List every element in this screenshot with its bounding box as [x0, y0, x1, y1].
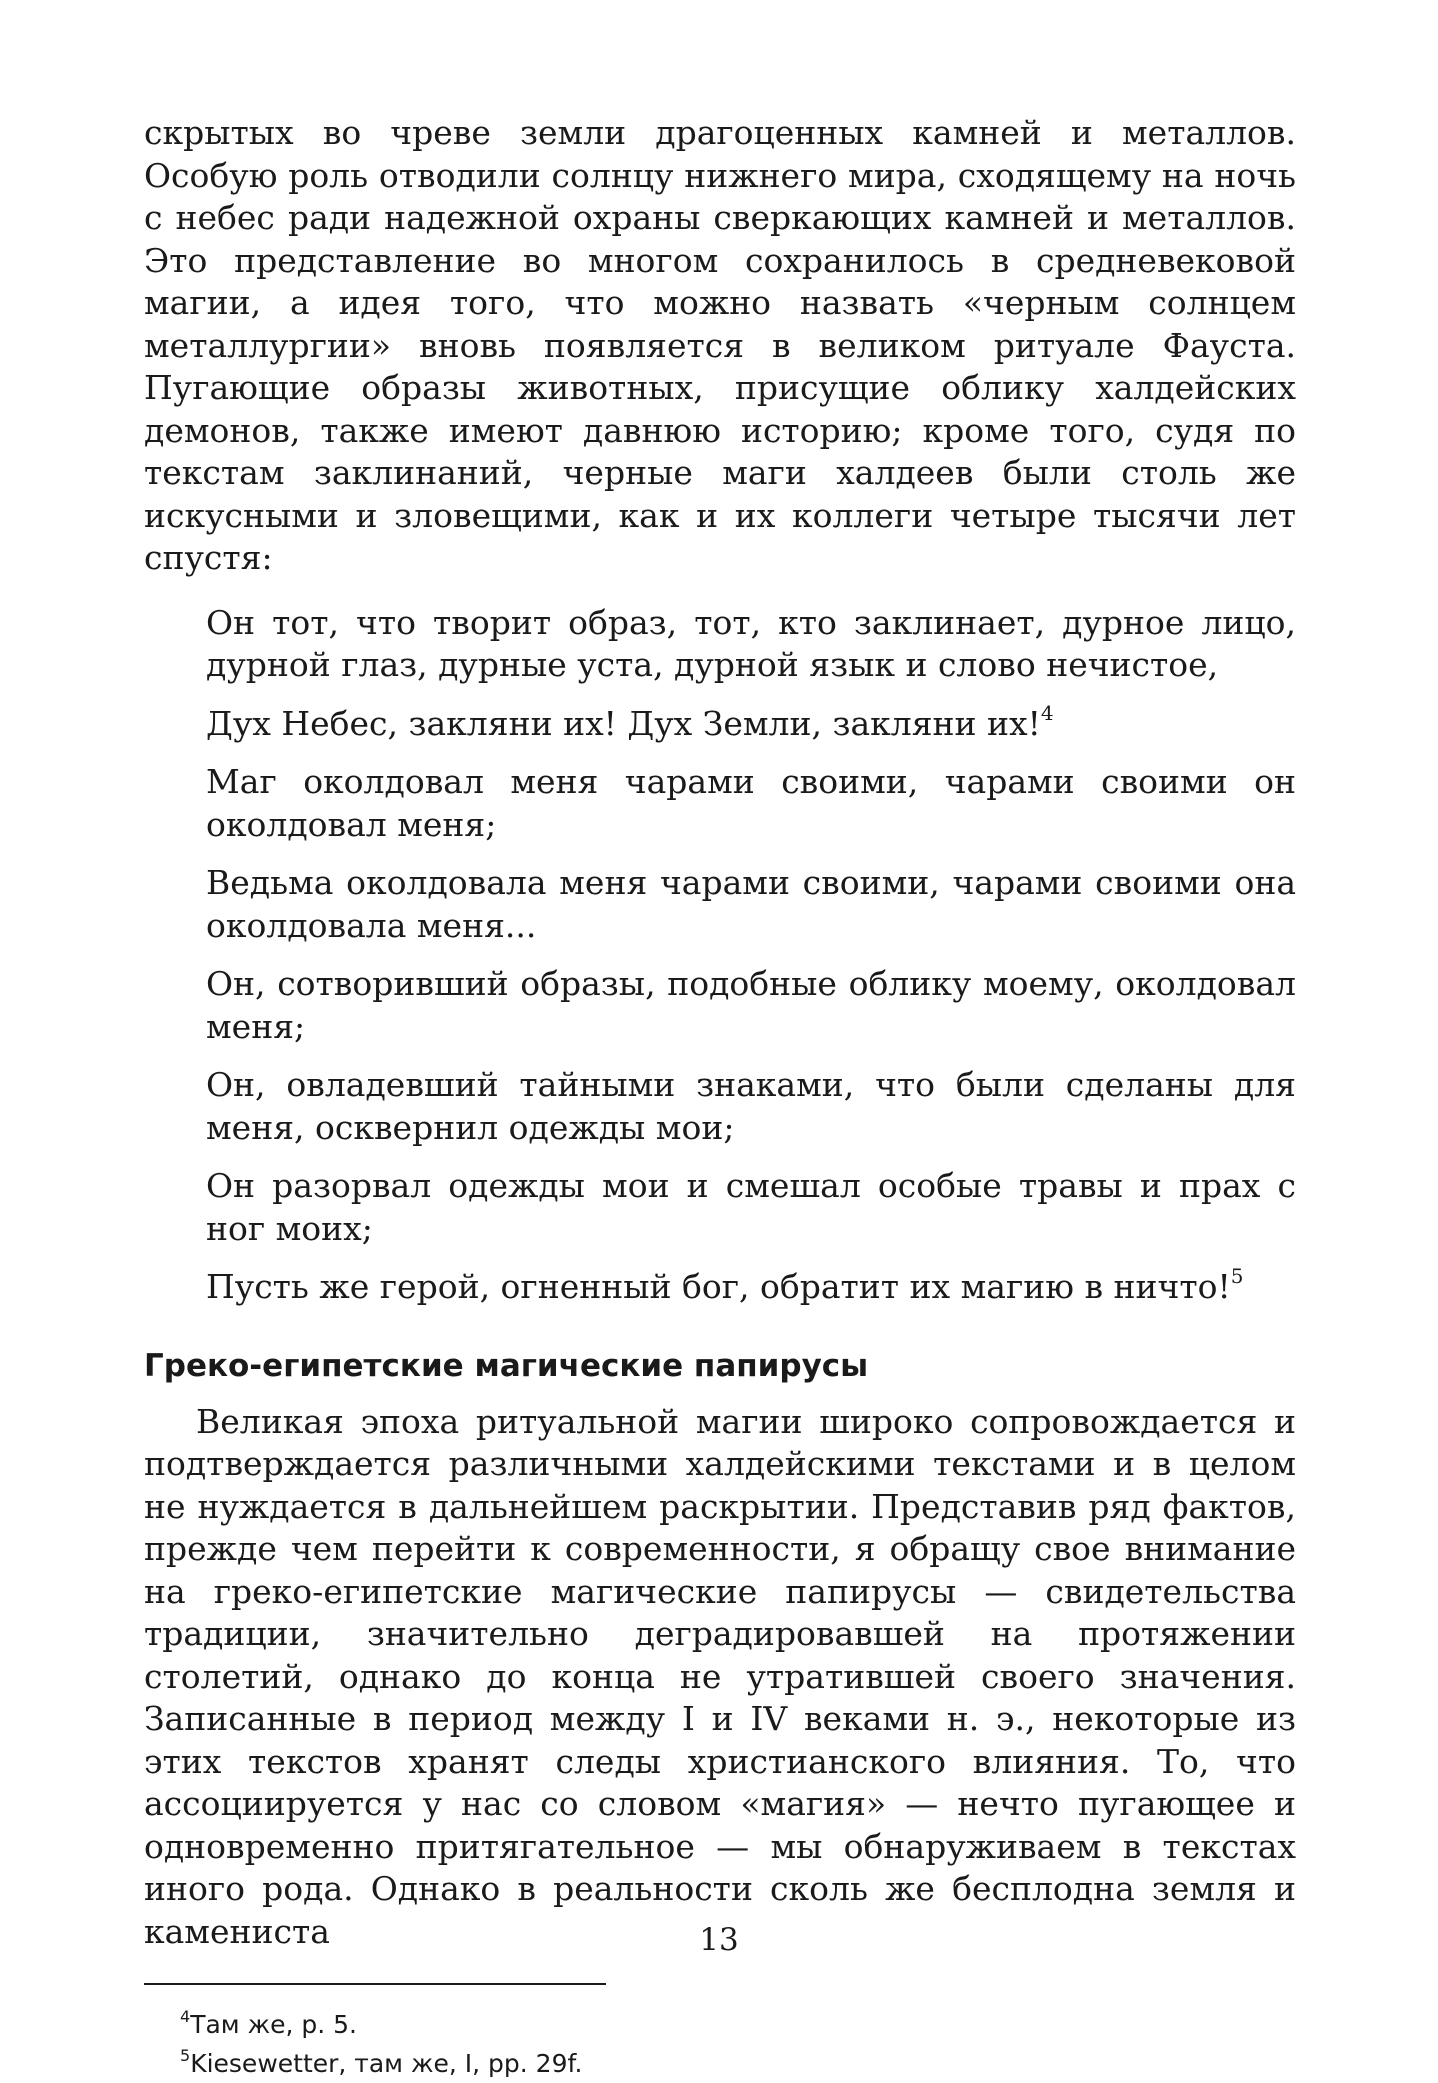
footnote-ref[interactable]: 4: [1040, 700, 1054, 725]
page-body: [144, 112, 1296, 2083]
quote-line: Он тот, что творит образ, тот, кто заклинает, дурное лицо, дурной глаз, дурные уста, дурной язык и слово нечистое,: [206, 602, 1296, 684]
section-heading: Греко-египетские магические папирусы: [144, 1347, 869, 1384]
footnote-divider: [144, 1983, 606, 1985]
intro-paragraph: скрытых во чреве земли драгоценных камней и металлов. Особую роль отводили солнцу нижнего мира, сходящему на ночь с небес ради надежной охраны сверкающих камней и металлов. Это представление во многом сохранилось в средневековой магии, а идея того, что можно назвать «черным солнцем металлургии» вновь появляется в великом ритуале Фауста. Пугающие образы животных, присущие облику халдейских демонов, также имеют давнюю историю; кроме того, судя по текстам заклинаний, черные маги халдеев были столь же искусными и зловещими, как и их коллеги четыре тысячи лет спустя:: [144, 113, 1296, 577]
quote-line: Он разорвал одежды мои и смешал особые травы и прах с ног моих;: [206, 1166, 1296, 1248]
quote-line: Он, сотворивший образы, подобные облику моему, околдовал меня;: [206, 964, 1296, 1046]
quote-line: Маг околдовал меня чарами своими, чарами своими он околдовал меня;: [206, 762, 1296, 844]
incantation-quote: [206, 602, 1296, 1309]
quote-line: Дух Небес, закляни их! Дух Земли, закляни их!$^4$: [206, 700, 1054, 743]
footnote-5: $^5$Kiesewetter, там же, I, pp. 29f.: [180, 2045, 583, 2078]
footnote-4: $^4$Там же, p. 5.: [180, 2006, 357, 2039]
quote-line: Пусть же герой, огненный бог, обратит их магию в ничто!$^5$: [206, 1264, 1244, 1306]
footnote-ref[interactable]: 5: [1230, 1264, 1244, 1288]
page-number: 13: [699, 1922, 739, 1958]
section-paragraph: Великая эпоха ритуальной магии широко сопровождается и подтверждается различными халдейскими текстами и в целом не нуждается в дальнейшем раскрытии. Представив ряд фактов, прежде чем перейти к современности, я обращу свое внимание на греко-египетские магические папирусы — свидетельства традиции, значительно деградировавшей на протяжении столетий, однако до конца не утратившей своего значения. Записанные в период между I и IV веками н. э., некоторые из этих текстов хранят следы христианского влияния. То, что ассоциируется у нас со словом «магия» — нечто пугающее и одновременно притягательное — мы обнаруживаем в текстах иного рода. Однако в реальности сколь же бесплодна земля и камениста: [144, 1401, 1296, 1951]
quote-line: Ведьма околдовала меня чарами своими, чарами своими она околдовала меня...: [206, 863, 1296, 945]
quote-line: Он, овладевший тайными знаками, что были сделаны для меня, осквернил одежды мои;: [206, 1065, 1296, 1147]
